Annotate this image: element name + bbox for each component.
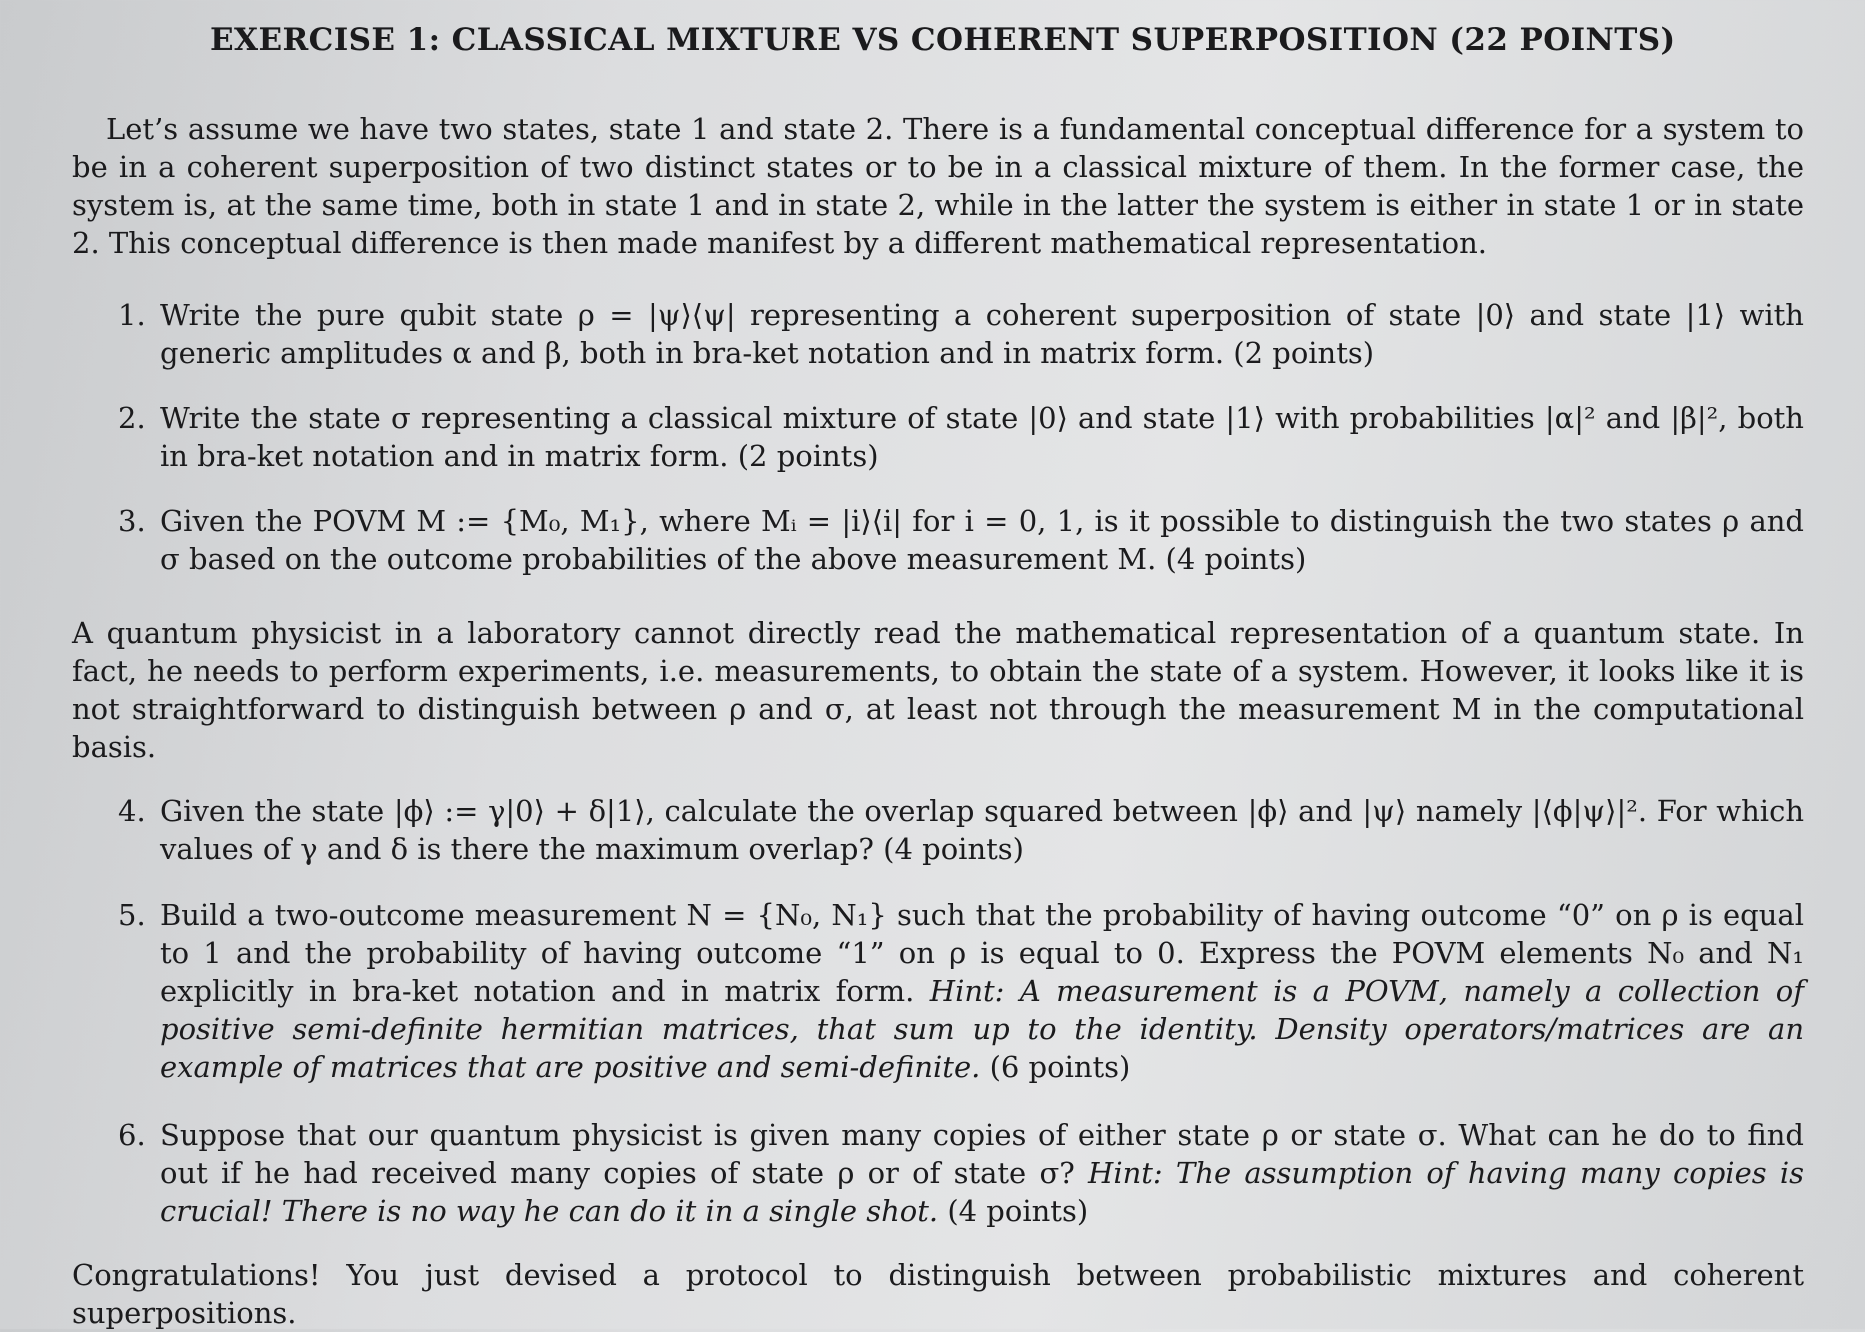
question-text: Write the state σ representing a classical mixture of state |0⟩ and state |1⟩ with probabilities |α|² and |β|², both in bra-ket notation and in matrix form. (2 points) xyxy=(160,401,1804,473)
question-hint: Hint: A measurement is a POVM, namely a collection of positive semi-definite hermitian matrices, that sum up to the identity. Density operators/matrices are an example of matrices that are positive and semi-definite. xyxy=(160,974,1804,1084)
question-body xyxy=(160,896,1804,1086)
question-hint: Hint: The assumption of having many copies is crucial! There is no way he can do it in a single shot. xyxy=(160,1156,1805,1228)
question-1 xyxy=(118,296,1804,372)
question-text: Suppose that our quantum physicist is given many copies of either state ρ or state σ. What can he do to find out if he had received many copies of state ρ or of state σ? xyxy=(160,1118,1804,1190)
question-body xyxy=(160,1116,1804,1230)
question-number: 6. xyxy=(118,1118,146,1152)
question-number: 2. xyxy=(118,401,146,435)
question-5 xyxy=(118,896,1804,1086)
question-number: 4. xyxy=(118,794,146,828)
exercise-title: EXERCISE 1: CLASSICAL MIXTURE VS COHERENT SUPERPOSITION (22 POINTS) xyxy=(210,22,1676,58)
question-3 xyxy=(118,502,1804,578)
middle-paragraph: A quantum physicist in a laboratory cannot directly read the mathematical representation of a quantum state. In fact, he needs to perform experiments, i.e. measurements, to obtain the state of a system. However, it looks like it is not straightforward to distinguish between ρ and σ, at least not through the measurement M in the computational basis. xyxy=(72,616,1804,764)
question-text: Given the POVM M := {M₀, M₁}, where Mᵢ = |i⟩⟨i| for i = 0, 1, is it possible to distinguish the two states ρ and σ based on the outcome probabilities of the above measurement M. (4 points) xyxy=(160,504,1804,576)
question-number: 1. xyxy=(118,298,146,332)
question-points: (4 points) xyxy=(947,1194,1089,1228)
question-number: 5. xyxy=(118,898,146,932)
question-4 xyxy=(118,792,1804,868)
question-text: Build a two-outcome measurement N = {N₀, N₁} such that the probability of having outcome “0” on ρ is equal to 1 and the probability of having outcome “1” on ρ is equal to 0. Express the POVM elements N₀ and N₁ explicitly in bra-ket notation and in matrix form. xyxy=(160,898,1804,1008)
question-points: (6 points) xyxy=(989,1050,1131,1084)
question-2 xyxy=(118,399,1804,475)
question-6 xyxy=(118,1116,1804,1230)
question-text: Given the state |ϕ⟩ := γ|0⟩ + δ|1⟩, calculate the overlap squared between |ϕ⟩ and |ψ⟩ namely |⟨ϕ|ψ⟩|². For which values of γ and δ is there the maximum overlap? (4 points) xyxy=(160,794,1804,866)
closing-paragraph: Congratulations! You just devised a protocol to distinguish between probabilistic mixtures and coherent superpositions. xyxy=(72,1258,1804,1330)
question-number: 3. xyxy=(118,504,146,538)
question-text: Write the pure qubit state ρ = |ψ⟩⟨ψ| representing a coherent superposition of state |0⟩ and state |1⟩ with generic amplitudes α and β, both in bra-ket notation and in matrix form. (2 points) xyxy=(160,298,1804,370)
intro-paragraph: Let’s assume we have two states, state 1 and state 2. There is a fundamental conceptual difference for a system to be in a coherent superposition of two distinct states or to be in a classical mixture of them. In the former case, the system is, at the same time, both in state 1 and in state 2, while in the latter the system is either in state 1 or in state 2. This conceptual difference is then made manifest by a different mathematical representation. xyxy=(72,112,1804,260)
